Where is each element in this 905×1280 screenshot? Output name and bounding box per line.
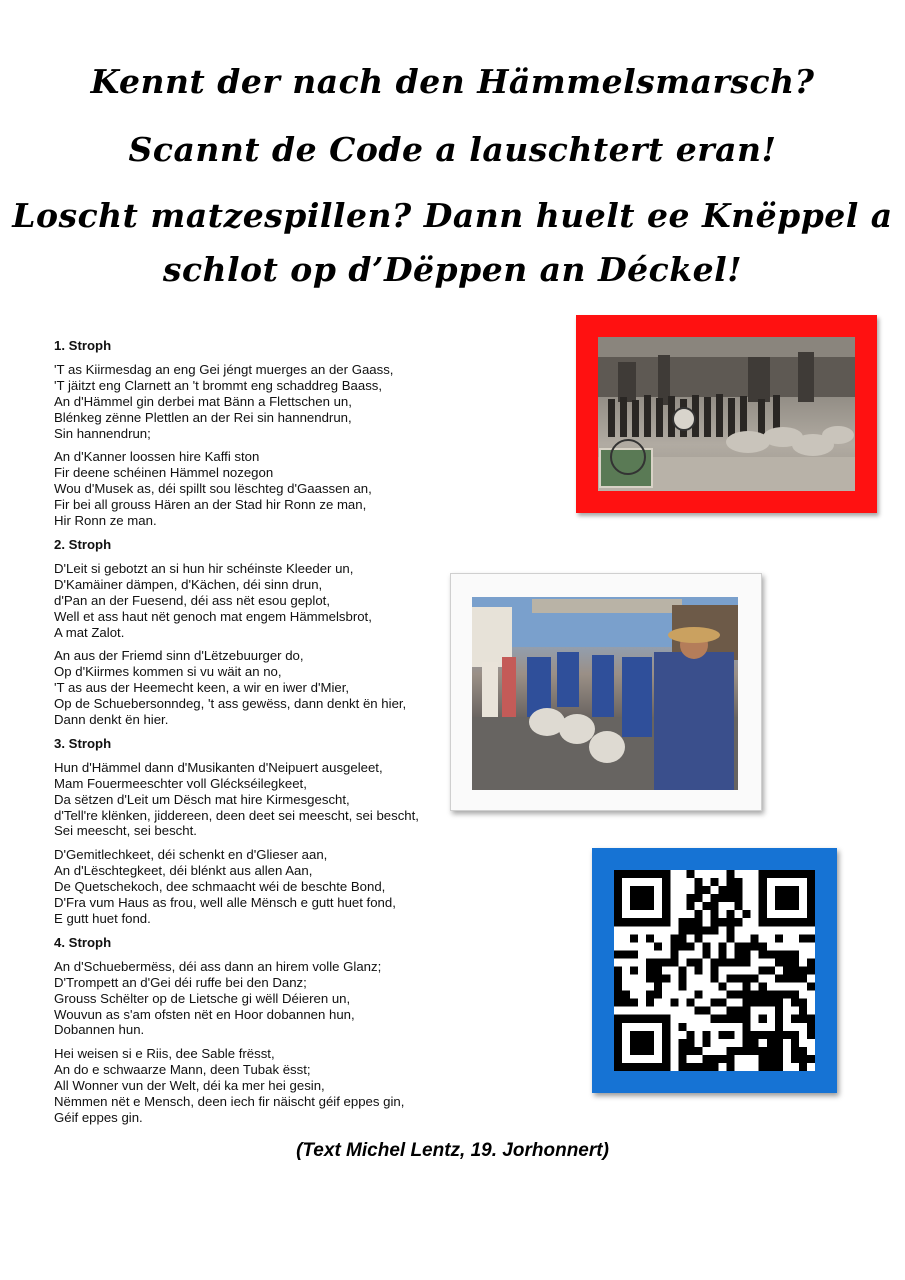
stanza — [54, 959, 444, 1039]
verse-title: 3. Stroph — [54, 735, 112, 751]
stanza — [54, 561, 444, 641]
headline-line-4: schlot op d’Dëppen an Déckel! — [162, 250, 743, 289]
lyric-line: d'Pan an der Fuesend, déi ass nët esou geplot, — [54, 592, 330, 608]
lyric-line: D'Kamäiner dämpen, d'Kächen, déi sinn drun, — [54, 576, 323, 592]
lyric-line: Fir bei all grouss Hären an der Stad hir Ronn ze man, — [54, 497, 367, 513]
credit-line: (Text Michel Lentz, 19. Jorhonnert) — [296, 1140, 609, 1161]
stanza — [54, 362, 444, 442]
verse-title: 4. Stroph — [54, 934, 112, 950]
lyric-line: De Quetschekoch, dee schmaacht wéi de beschte Bond, — [54, 879, 386, 895]
song-lyrics — [54, 338, 444, 1134]
lyric-line: E gutt huet fond. — [54, 911, 151, 926]
lyric-line: Op d'Kiirmes kommen si vu wäit an no, — [54, 664, 282, 680]
qr-code[interactable] — [614, 870, 815, 1071]
lyric-line: Wou d'Musek as, déi spillt sou lëschteg d'Gaassen an, — [54, 481, 372, 497]
lyric-line: An d'Hämmel gin derbei mat Bänn a Flettschen un, — [54, 393, 352, 409]
lyric-line: An d'Schuebermëss, déi ass dann an hirem volle Glanz; — [54, 958, 382, 974]
modern-photo-frame — [450, 573, 762, 811]
lyric-line: Hun d'Hämmel dann d'Musikanten d'Neipuert ausgeleet, — [54, 759, 383, 775]
stanza — [54, 760, 444, 840]
stanza — [54, 847, 444, 927]
lyric-line: Sin hannendrun; — [54, 425, 151, 441]
lyric-line: d'Tell're klënken, jiddereen, deen deet sei meescht, sei bescht, — [54, 807, 419, 823]
lyric-line: 'T as Kiirmesdag an eng Gei jéngt muerges an der Gaass, — [54, 361, 394, 377]
lyric-line: Wouvun as s'am ofsten nët en Hoor dobannen hun, — [54, 1006, 355, 1022]
lyric-line: Mam Fouermeeschter voll Gléckséilegkeet, — [54, 775, 307, 791]
verse-title: 2. Stroph — [54, 536, 112, 552]
lyric-line: 'T jäitzt eng Clarnett an 't brommt eng schaddreg Baass, — [54, 377, 383, 393]
qr-code-frame — [592, 848, 837, 1093]
historic-photo-frame — [576, 315, 877, 513]
verse-title: 1. Stroph — [54, 338, 112, 353]
modern-parade-photo — [472, 597, 738, 790]
headline-line-1: Kennt der nach den Hämmelsmarsch? — [90, 62, 815, 101]
lyric-line: Hir Ronn ze man. — [54, 513, 157, 529]
lyric-line: 'T as aus der Heemecht keen, a wir en iwer d'Mier, — [54, 680, 350, 696]
lyric-line: D'Trompett an d'Gei déi ruffe bei den Danz; — [54, 974, 307, 990]
headline-line-3: Loscht matzespillen? Dann huelt ee Knëppel a — [12, 196, 893, 235]
lyric-line: An d'Lëschtegkeet, déi blénkt aus allen Aan, — [54, 863, 313, 879]
historic-parade-photo — [598, 337, 855, 491]
lyric-line: D'Leit si gebotzt an si hun hir schéinste Kleeder un, — [54, 560, 354, 576]
lyric-line: An aus der Friemd sinn d'Lëtzebuurger do, — [54, 648, 304, 664]
lyric-line: Dann denkt ën hier. — [54, 712, 169, 728]
lyric-line: An do e schwaarze Mann, deen Tubak ësst; — [54, 1062, 311, 1078]
lyric-line: Hei weisen si e Riis, dee Sable frësst, — [54, 1046, 275, 1062]
lyric-line: An d'Kanner loossen hire Kaffi ston — [54, 449, 260, 465]
lyric-line: Dobannen hun. — [54, 1022, 145, 1038]
lyric-line: All Wonner vun der Welt, déi ka mer hei gesin, — [54, 1078, 325, 1094]
lyric-line: D'Fra vum Haus as frou, well alle Mënsch e gutt huet fond, — [54, 895, 396, 911]
lyric-line: Nëmmen nët e Mensch, deen iech fir näischt géif eppes gin, — [54, 1094, 405, 1110]
lyric-line: Da sëtzen d'Leit um Dësch mat hire Kirmesgescht, — [54, 791, 350, 807]
lyric-line: Blénkeg zënne Plettlen an der Rei sin hannendrun, — [54, 409, 352, 425]
stanza — [54, 1046, 444, 1126]
headline-line-2: Scannt de Code a lauschtert eran! — [128, 130, 777, 169]
stanza — [54, 648, 444, 728]
lyric-line: A mat Zalot. — [54, 624, 125, 640]
lyric-line: D'Gemitlechkeet, déi schenkt en d'Glieser aan, — [54, 847, 328, 863]
stanza — [54, 449, 444, 529]
lyric-line: Op de Schuebersonndeg, 't ass gewëss, dann denkt ën hier, — [54, 696, 407, 712]
lyric-line: Well et ass haut nët genoch mat engem Hämmelsbrot, — [54, 608, 372, 624]
lyric-line: Fir deene schéinen Hämmel nozegon — [54, 465, 274, 481]
lyric-line: Géif eppes gin. — [54, 1109, 143, 1125]
lyric-line: Sei meescht, sei bescht. — [54, 823, 197, 839]
lyric-line: Grouss Schëlter op de Lietsche gi wëll Déieren un, — [54, 990, 351, 1006]
